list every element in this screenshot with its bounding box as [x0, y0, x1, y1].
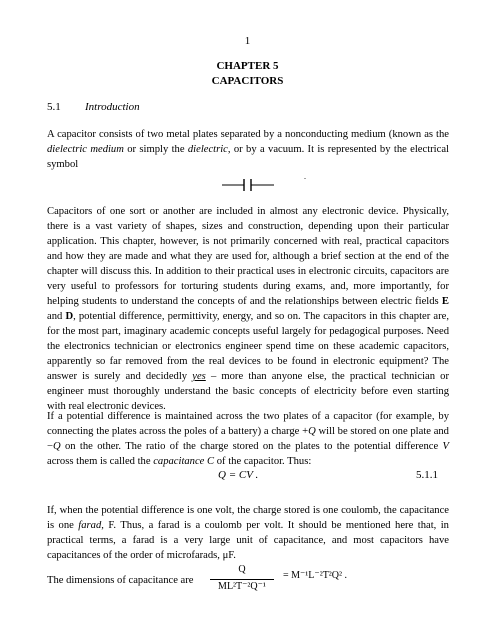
text-run: , F. Thus, a farad is a coulomb per volt. It should be mentioned here that, in practical terms, a farad is a very large unit of capacitance, and most capacitors have capacitances of the order of microfarads, μF. — [47, 520, 449, 561]
section-heading — [47, 101, 140, 113]
section-title: Introduction — [85, 101, 140, 113]
italic-symbol: Q — [52, 441, 61, 452]
page-number: 1 — [244, 35, 251, 47]
text-run: , or by a vacuum. It is represented by the electrical symbol — [47, 144, 449, 170]
text-run: If, when the potential difference is one volt, the charge stored is one coulomb, the capacitance is one — [47, 505, 449, 531]
text-run: If a potential difference is maintained across the two plates of a capacitor (for example, by connecting the plates across the poles of a battery) a charge + — [47, 411, 449, 437]
paragraph-intro — [47, 127, 449, 172]
text-run: , potential difference, permittivity, energy, and so on. The capacitors in this chapter are, for the most part, imaginary academic concepts useful largely for pedagogical purposes. Need the electronics technician or electronics engineer spend time on these academic capacitors, apparently so far removed from the real devices to be found in electronic equipment? The answer is surely and decidedly — [47, 311, 449, 382]
italic-term: dielectric — [187, 144, 228, 155]
chapter-number: CHAPTER 5 — [216, 60, 279, 72]
dimensions-denominator: ML²T⁻²Q⁻¹ — [218, 581, 266, 592]
text-run: or simply the — [123, 144, 188, 155]
dimensions-lead: The dimensions of capacitance are — [47, 575, 194, 586]
italic-symbol: V — [442, 441, 449, 452]
text-run: will be stored on one plate and − — [47, 426, 449, 452]
text-run: and — [47, 311, 66, 322]
text-run: on the other. The ratio of the charge stored on the plates to the potential difference — [60, 441, 443, 452]
text-run: across them is called the — [47, 456, 154, 467]
capacitor-symbol — [222, 178, 274, 192]
paragraph-capacitors — [47, 204, 449, 414]
paragraph-farad — [47, 503, 449, 563]
italic-symbol: Q — [308, 426, 316, 437]
italic-term: farad — [78, 520, 102, 531]
italic-term: capacitance C — [153, 456, 215, 467]
underlined-emphasis: yes — [192, 371, 206, 382]
text-run: Capacitors of one sort or another are included in almost any electronic device. Physically, there is a vast variety of shapes, sizes and construction, depending upon their particular application. This chapter, however, is not primarily concerned with real, practical capacitors and how they are made and what they are used for, although a brief section at the end of the chapter will discuss this. In addition to their practical uses in electronic circuits, capacitors are very useful to professors for torturing students during exams, and, more importantly, for helping students to understand the concepts of and the relationships between electric fields — [47, 206, 449, 307]
italic-term: dielectric medium — [47, 144, 124, 155]
text-run: – more than anyone else, the practical technician or engineer must thoroughly understand the basic concepts of electricity before even starting with real electronic devices. — [47, 371, 449, 412]
bold-symbol: D — [65, 311, 74, 322]
dimensions-result: = M⁻¹L⁻²T²Q² . — [283, 570, 348, 581]
symbol-mark: . — [304, 172, 306, 181]
equation: Q = CV . — [218, 469, 259, 481]
bold-symbol: E — [441, 296, 449, 307]
chapter-title: CAPACITORS — [211, 75, 284, 87]
paragraph-definition — [47, 409, 449, 469]
equation-number: 5.1.1 — [416, 469, 438, 481]
fraction-bar — [210, 579, 274, 580]
section-number: 5.1 — [47, 101, 61, 113]
text-run: of the capacitor. Thus: — [214, 456, 312, 467]
dimensions-numerator: Q — [238, 564, 246, 575]
text-run: A capacitor consists of two metal plates separated by a nonconducting medium (known as the — [47, 129, 449, 140]
